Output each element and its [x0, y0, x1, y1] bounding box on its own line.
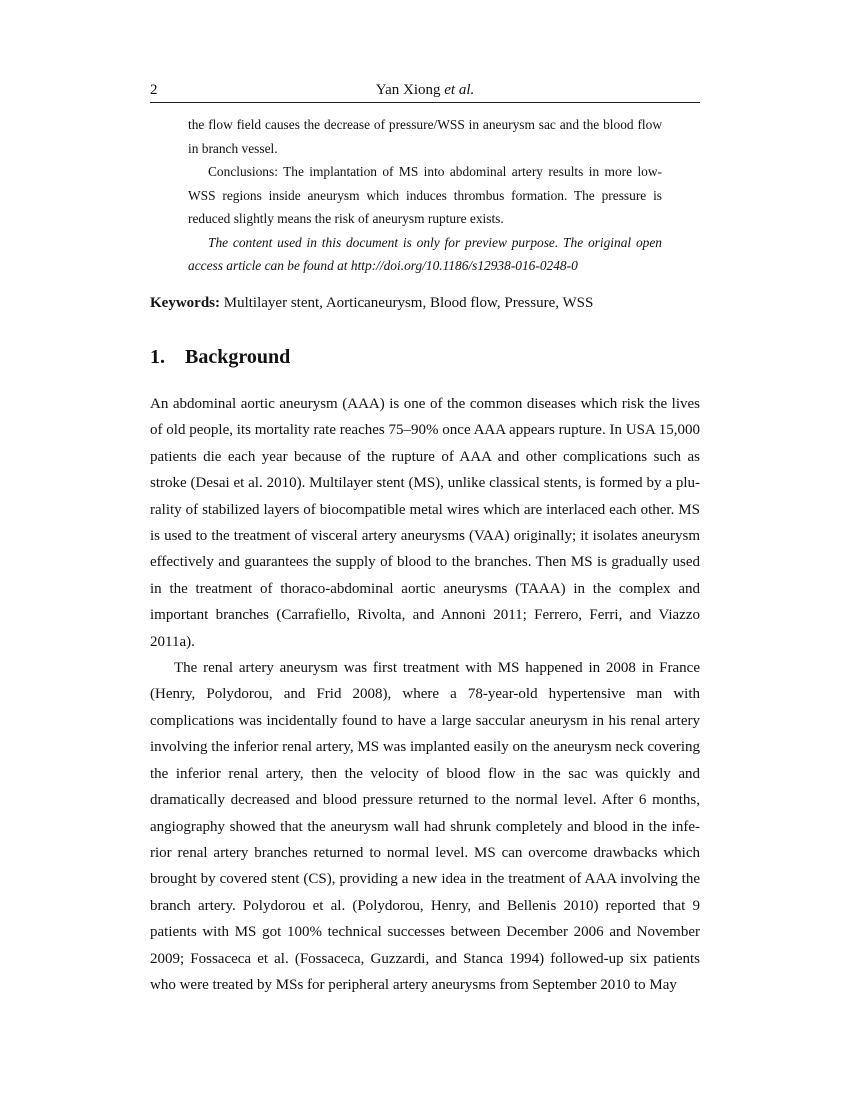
section-title: Background	[185, 346, 291, 368]
keywords-label: Keywords:	[150, 295, 220, 311]
keywords-text: Multilayer stent, Aorticaneurysm, Blood flow, Pressure, WSS	[223, 295, 594, 311]
abstract-results-tail: the flow field causes the decrease of pressure/WSS in aneurysm sac and the blood flow in branch vessel.	[188, 117, 662, 156]
page-number: 2	[150, 82, 158, 98]
body-paragraph-1: An abdominal aortic aneurysm (AAA) is one of the common diseases which risk the lives of old people, its mortality rate reaches 75–90% once AAA appears rupture. In USA 15,000 patients die each year because of the rupture of AAA and other complications such as stroke (Desai et al. 2010). Multilayer stent (MS), unlike classical stents, is formed by a plurality of stabilized layers of biocompatible metal wires which are interlaced each other. MS is used to the treatment of visceral artery aneurysms (VAA) originally; it isolates aneurysm effectively and guarantees the supply of blood to the branches. Then MS is gradually used in the treatment of thoraco-abdominal aortic aneurysms (TAAA) in the complex and important branches (Carrafiello, Rivolta, and Annoni 2011; Ferrero, Ferri, and Viazzo 2011a).	[150, 396, 700, 650]
abstract-conclusions: Conclusions: The implantation of MS into abdominal artery results in more low-WSS regions inside aneurysm which induces thrombus formation. The pressure is reduced slightly means the risk of aneurysm rupture exists.	[188, 164, 662, 226]
abstract-block	[188, 113, 662, 278]
keywords-line	[150, 292, 710, 314]
running-head-et-al: et al.	[444, 82, 475, 98]
section-number: 1.	[150, 346, 165, 368]
abstract-preview-note: The content used in this document is only for preview purpose. The original open access article can be found at http://doi.org/10.1186/s12938-016-0248-0	[188, 234, 662, 273]
running-head	[150, 82, 700, 99]
running-head-author: Yan Xiong	[375, 82, 441, 98]
page-header	[150, 80, 700, 103]
section-heading	[150, 346, 290, 369]
body-paragraph-2: The renal artery aneurysm was first treatment with MS happened in 2008 in France (Henry, Polydorou, and Frid 2008), where a 78-year-old hypertensive man with complications was incidentally found to have a large saccular aneurysm in his renal artery involving the inferior renal artery, MS was implanted easily on the aneurysm neck covering the inferior renal artery, then the velocity of blood flow in the sac was quickly and dramatically decreased and blood pressure returned to the normal level. After 6 months, angiography showed that the aneurysm wall had shrunk completely and blood in the inferior renal artery branches returned to normal level. MS can overcome drawbacks which brought by covered stent (CS), providing a new idea in the treatment of AAA involving the branch artery. Polydorou et al. (Polydorou, Henry, and Bellenis 2010) reported that 9 patients with MS got 100% technical successes between December 2006 and November 2009; Fossaceca et al. (Fossaceca, Guzzardi, and Stanca 1994) followed-up six patients who were treated by MSs for peripheral artery aneurysms from September 2010 to May	[150, 660, 700, 993]
body-text	[150, 391, 700, 998]
